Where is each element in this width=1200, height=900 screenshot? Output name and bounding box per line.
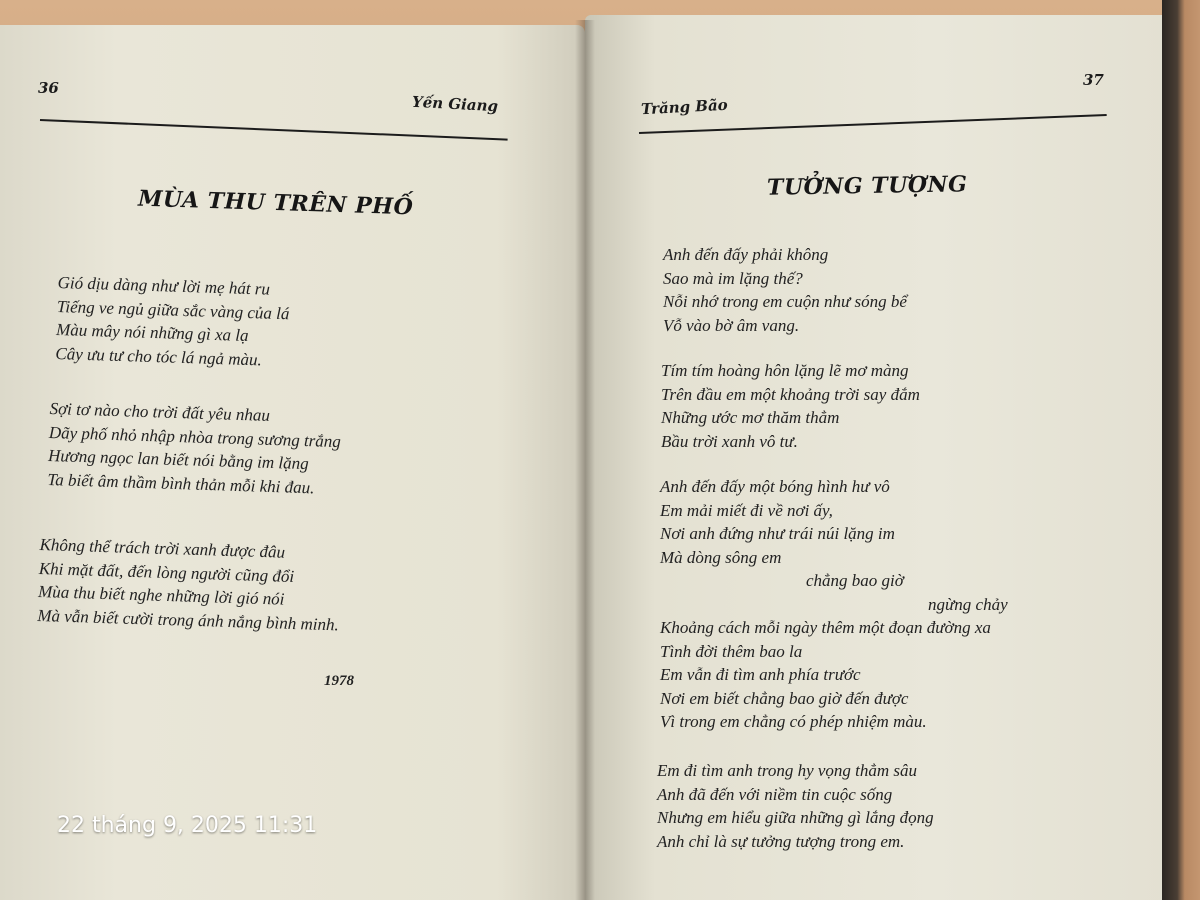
running-head: Trăng Bão [640,95,729,119]
poem-line: Tím tím hoàng hôn lặng lẽ mơ màng [661,361,909,380]
poem-line: Sợi tơ nào cho trời đất yêu nhau [49,398,271,425]
poem-line: ngừng chảy [928,594,1008,614]
poem-line: Sao mà im lặng thế? [663,268,803,288]
poem-line: Mà dòng sông em [660,547,782,567]
running-head: Yến Giang [411,92,499,116]
poem-title: TƯỞNG TƯỢNG [766,171,968,201]
photo-timestamp: 22 tháng 9, 2025 11:31 [57,813,318,838]
poem-line: Không thể trách trời xanh được đâu [39,534,286,562]
poem-line: Những ước mơ thăm thẳm [661,408,840,427]
book-cover-edge [1162,0,1200,900]
poem-line: Vì trong em chẳng có phép nhiệm màu. [660,712,927,731]
poem-line: Nơi anh đứng như trái núi lặng im [660,524,895,543]
poem-line: Anh đã đến với niềm tin cuộc sống [657,784,893,804]
poem-line: Khoảng cách mỗi ngày thêm một đoạn đường xa [660,618,991,637]
poem-line: Hương ngọc lan biết nói bằng im lặng [47,445,309,474]
stanza [55,271,290,372]
poem-line: Mùa thu biết nghe những lời gió nói [37,581,285,609]
poem-line: Nỗi nhớ trong em cuộn như sóng bể [663,292,907,311]
poem-line: Tiếng ve ngủ giữa sắc vàng của lá [56,296,290,323]
poem-line: Ta biết âm thầm bình thản mỗi khi đau. [47,469,315,497]
stanza [657,759,934,853]
poem-line: Màu mây nói những gì xa lạ [55,319,249,346]
poem-line: Mà vẫn biết cười trong ánh nắng bình minh. [37,605,340,634]
poem-line: Tình đời thêm bao la [660,641,803,661]
page-number: 37 [1083,71,1104,89]
poem-line: Em mải miết đi về nơi ấy, [660,500,833,520]
page-number: 36 [38,79,59,97]
stanza [37,533,341,636]
poem-line: Em vẫn đi tìm anh phía trước [660,665,861,684]
header-rule [40,119,508,141]
right-page [585,15,1170,900]
poem-year: 1978 [324,673,354,689]
poem-line: Nơi em biết chẳng bao giờ đến được [660,688,909,708]
poem-line: chẳng bao giờ [806,571,904,590]
poem-line: Anh đến đấy một bóng hình hư vô [660,477,890,496]
poem-line: Vỗ vào bờ âm vang. [663,315,800,335]
poem-line: Khi mặt đất, đến lòng người cũng đổi [38,558,295,586]
poem-line: Dãy phố nhỏ nhập nhòa trong sương trắng [48,422,342,451]
left-page [0,25,585,900]
stanza [663,243,907,337]
poem-line: Nhưng em hiểu giữa những gì lắng đọng [657,808,934,827]
poem-line: Em đi tìm anh trong hy vọng thẳm sâu [657,761,918,780]
stanza [661,359,920,453]
stanza [47,397,342,500]
header-rule [639,114,1107,134]
poem-line: Cây ưu tư cho tóc lá ngả màu. [55,343,263,369]
poem-line: Anh đến đấy phải không [663,245,829,264]
poem-title: MÙA THU TRÊN PHỐ [137,185,414,221]
book-gutter [575,20,595,900]
stanza [660,475,1008,734]
poem-line: Anh chỉ là sự tưởng tượng trong em. [657,831,905,851]
poem-line: Bầu trời xanh vô tư. [661,431,798,451]
poem-line: Trên đầu em một khoảng trời say đắm [661,384,920,404]
poem-line: Gió dịu dàng như lời mẹ hát ru [57,272,271,299]
